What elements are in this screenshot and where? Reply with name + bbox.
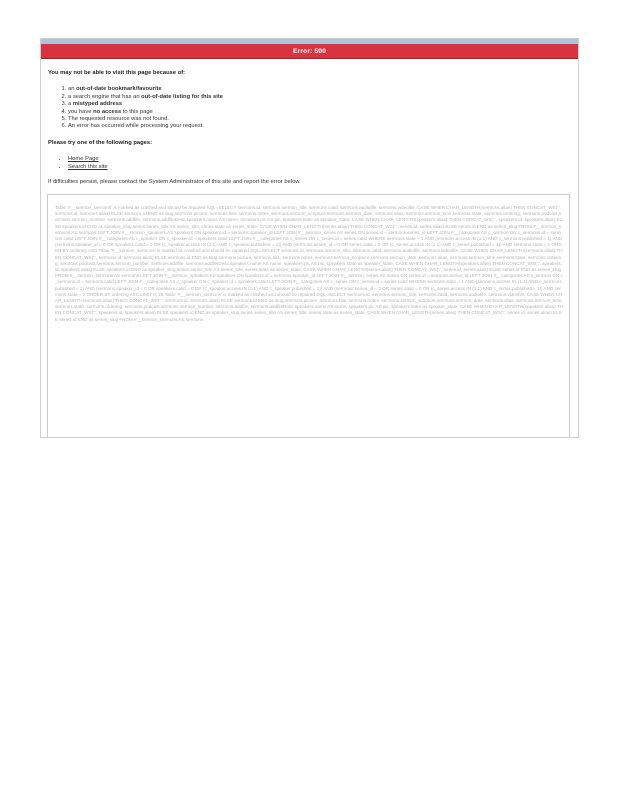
search-site-link[interactable]: Search this site [68,163,108,170]
intro-heading: You may not be able to visit this page because of: [48,70,186,76]
reason-item: 1. an out-of-date bookmark/favourite [68,86,570,93]
reason-item: 6. An error has occurred while processing your request. [68,123,570,130]
error-page [40,38,579,438]
list-item [68,164,570,171]
contact-admin-text: If difficulties persist, please contact the System Administrator of this site and report the error below. [48,179,301,186]
reasons-list [48,86,570,130]
home-page-link[interactable]: Home Page [68,156,99,163]
reason-item: 4. you have no access to this page [68,109,570,116]
reason-item: 3. a mistyped address [68,101,570,108]
suggested-pages-list [48,156,570,171]
reason-item: 5. The requested resource was not found. [68,116,570,123]
try-pages-heading: Please try one of the following pages: [48,139,153,146]
error-details-box[interactable] [47,194,570,438]
error-title: Error: 500 [292,47,327,55]
list-item [68,156,570,163]
error-header [41,44,578,59]
reason-item: 2. a search engine that has an out-of-date listing for this site [68,94,570,101]
error-message: Table '#__sermon_sermons' is marked as crashed and should be repaired SQL=SELECT sermons.id, sermons.sermon_title, sermons.catid, sermons.audiofile, sermons.videofile, CASE WHEN CHAR_LENGTH(sermons.alias) THEN CONCAT_WS(':', sermons.id, sermons.alias) ELSE sermons.id END as slug,sermons.picture, sermons.hits, sermons.notes, sermons.sermon_scripture,sermons.sermon_date, sermons.alias, sermons.sermon_time,sermons.state, sermons.ordering, sermons.podcast,sermons.sermon_number, sermons.addfile, sermons.addfileDesc,speakers.name AS name, speakers.pic AS pic, speakers.state as speaker_state, CASE WHEN CHAR_LENGTH(speakers.alias) THEN CONCAT_WS(':', speakers.id, speakers.alias) ELSE speakers.id END as speaker_slug,series.series_title AS series_title, series.state as series_state, CASE WHEN CHAR_LENGTH(series.alias) THEN CONCAT_WS(':', series.id, series.alias) ELSE series.id END as series_slug FROM #__sermon_sermons AS sermons LEFT JOIN #__sermon_speakers AS speakers ON speakers.id = sermons.speaker_id LEFT JOIN #__sermon_series AS series ON series.id = sermons.series_id LEFT JOIN #__categories AS c_sermon ON c_sermons.id = sermons.catid LEFT JOIN #__categories AS c_speaker ON c_speaker.id = speakers.catid LEFT JOIN #__categories AS c_series ON c_series.id = series.catid WHERE sermons.state = 1 AND (sermons.access IN (1,1) AND c_sermons.published = 1) AND (sermons.speaker_id = 0 OR speakers.catid = 0 OR (c_speaker.access IN (1,1) AND c_speaker.published = 1)) AND (sermons.series_id = 0 OR series.catid = 0 OR (c_series.access IN (1,1) AND c_series.published = 1)) AND sermons.state = 1 ORDER BY ordering ASC Table '#__sermon_sermons' is marked as crashed and should be repaired SQL=SELECT sermons.id, sermons.sermon_title, sermons.catid, sermons.audiofile, sermons.videofile, CASE WHEN CHAR_LENGTH(sermons.alias) THEN CONCAT_WS(':', sermons.id, sermons.alias) ELSE sermons.id END as slug,sermons.picture, sermons.hits, sermons.notes, sermons.sermon_scripture,sermons.sermon_date, sermons.alias, sermons.sermon_time,sermons.state, sermons.ordering, sermons.podcast,sermons.sermon_number, sermons.addfile, sermons.addfileDesc,speakers.name AS name, speakers.pic AS pic, speakers.state as speaker_state, CASE WHEN CHAR_LENGTH(speakers.alias) THEN CONCAT_WS(':', speakers.id, speakers.alias) ELSE speakers.id END as speaker_slug,series.series_title AS series_title, series.state as series_state, CASE WHEN CHAR_LENGTH(series.alias) THEN CONCAT_WS(':', series.id, series.alias) ELSE series.id END as series_slug FROM #__sermon_sermons AS sermons LEFT JOIN #__sermon_speakers AS speakers ON speakers.id = sermons.speaker_id LEFT JOIN #__sermon_series AS series ON series.id = sermons.series_id LEFT JOIN #__categories AS c_sermon ON c_sermons.id = sermons.catid LEFT JOIN #__categories AS c_speaker ON c_speaker.id = speakers.catid LEFT JOIN #__categories AS c_series ON c_series.id = series.catid WHERE sermons.state = 1 AND (sermons.access IN (1,1) AND c_sermons.published = 1) AND (sermons.speaker_id = 0 OR speakers.catid = 0 OR (c_speaker.access IN (1,1) AND c_speaker.published = 1)) AND (sermons.series_id = 0 OR series.catid = 0 OR (c_series.access IN (1,1) AND c_series.published = 1)) AND sermons.state = 1 ORDER BY ordering ASC LIMIT 0, 25 Table '#__sermon_sermons' is marked as crashed and should be repaired SQL=SELECT sermons.id, sermons.sermon_title, sermons.catid, sermons.audiofile, sermons.videofile, CASE WHEN CHAR_LENGTH(sermons.alias) THEN CONCAT_WS(':', sermons.id, sermons.alias) ELSE sermons.id END as slug,sermons.picture, sermons.hits, sermons.notes, sermons.sermon_scripture,sermons.sermon_date, sermons.alias, sermons.sermon_time,sermons.state, sermons.ordering, sermons.podcast,sermons.sermon_number, sermons.addfile, sermons.addfileDesc,speakers.name AS name, speakers.pic AS pic, speakers.state as speaker_state, CASE WHEN CHAR_LENGTH(speakers.alias) THEN CONCAT_WS(':', speakers.id, speakers.alias) ELSE speakers.id END as speaker_slug,series.series_title AS series_title, series.state as series_state, CASE WHEN CHAR_LENGTH(series.alias) THEN CONCAT_WS(':', series.id, series.alias) ELSE series.id END as series_slug FROM #__sermon_sermons AS sermons [55,205,563,322]
